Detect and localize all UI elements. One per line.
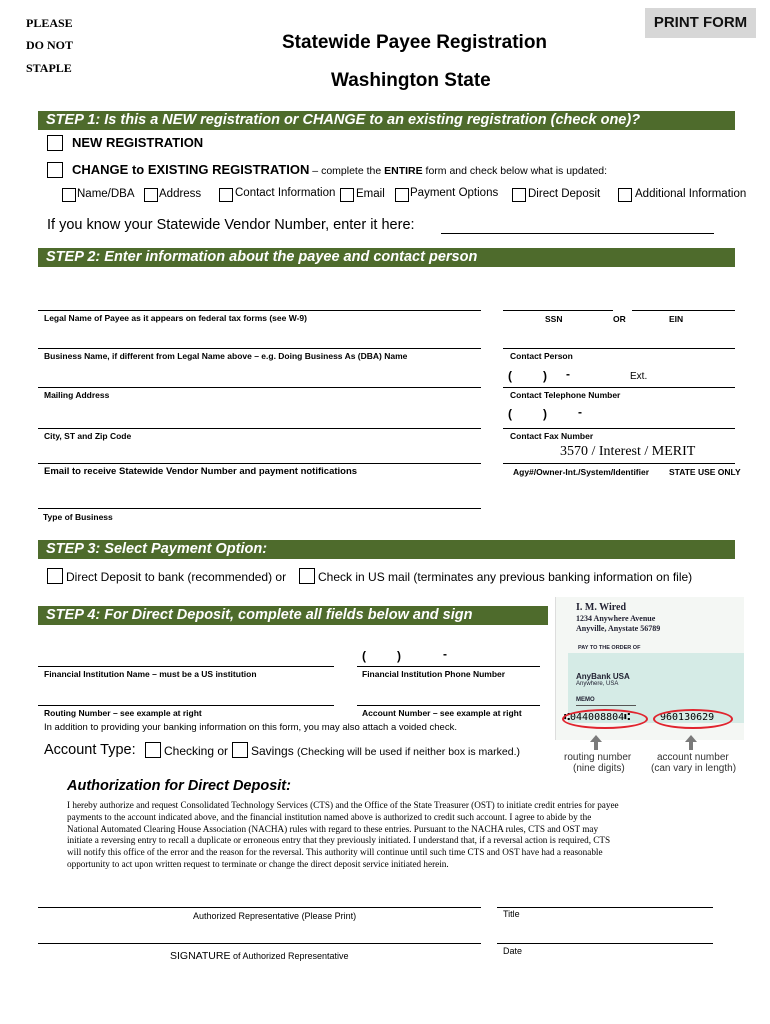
additional-information-checkbox[interactable] bbox=[618, 188, 632, 202]
routing-highlight-oval bbox=[562, 709, 648, 729]
direct-deposit-option-label: Direct Deposit bbox=[528, 188, 601, 200]
name-dba-label: Name/DBA bbox=[77, 188, 135, 200]
title-field[interactable] bbox=[497, 907, 713, 908]
savings-checkbox[interactable] bbox=[232, 742, 248, 758]
fi-phone-label: Financial Institution Phone Number bbox=[362, 669, 506, 679]
savings-label: Savings bbox=[251, 744, 294, 758]
email-checkbox[interactable] bbox=[340, 188, 354, 202]
step2-bar: STEP 2: Enter information about the payee and contact person bbox=[38, 248, 735, 267]
signature-label bbox=[170, 946, 349, 964]
check-routing-digits: ⑆044008804⑆ bbox=[564, 712, 631, 723]
do-not-text: DO NOT bbox=[26, 38, 74, 52]
sample-check-image bbox=[555, 597, 744, 740]
routing-arrow-icon bbox=[590, 735, 602, 742]
staple-text: STAPLE bbox=[26, 61, 72, 75]
fi-phone-field[interactable] bbox=[357, 666, 540, 667]
change-registration-checkbox[interactable] bbox=[47, 162, 63, 178]
vendor-number-field[interactable] bbox=[441, 233, 714, 234]
check-account-digits: 960130629 bbox=[660, 712, 715, 723]
tel-paren-open: ( bbox=[508, 369, 512, 383]
contact-fax-label: Contact Fax Number bbox=[510, 431, 594, 441]
ssn-label: SSN bbox=[545, 314, 563, 324]
savings-text bbox=[251, 744, 520, 758]
rep-print-label: Authorized Representative (Please Print) bbox=[193, 911, 357, 921]
please-text: PLEASE bbox=[26, 16, 73, 30]
fax-dash: - bbox=[578, 405, 582, 419]
contact-telephone-label: Contact Telephone Number bbox=[510, 390, 621, 400]
savings-note: (Checking will be used if neither box is marked.) bbox=[297, 746, 520, 758]
business-name-field[interactable] bbox=[38, 348, 481, 349]
change-label: CHANGE to EXISTING REGISTRATION bbox=[72, 162, 310, 177]
contact-fax-field[interactable] bbox=[503, 428, 735, 429]
authorization-text bbox=[67, 800, 619, 871]
fi-name-field[interactable] bbox=[38, 666, 334, 667]
email-label: Email to receive Statewide Vendor Number and payment notifications bbox=[44, 466, 358, 477]
routing-caption-1: routing number bbox=[564, 752, 632, 763]
check-name: I. M. Wired bbox=[576, 602, 627, 613]
check-mail-checkbox[interactable] bbox=[299, 568, 315, 584]
print-form-button[interactable]: PRINT FORM bbox=[645, 8, 756, 38]
ssn-field[interactable] bbox=[503, 310, 613, 311]
change-note-pre: – complete the bbox=[309, 165, 385, 177]
checking-checkbox[interactable] bbox=[145, 742, 161, 758]
account-number-field[interactable] bbox=[357, 705, 540, 706]
fi-dash: - bbox=[443, 647, 447, 661]
contact-information-label: Contact Information bbox=[235, 187, 336, 199]
new-registration-checkbox[interactable] bbox=[47, 135, 63, 151]
fi-name-label: Financial Institution Name – must be a US institution bbox=[44, 669, 257, 679]
city-state-zip-field[interactable] bbox=[38, 428, 481, 429]
check-street: 1234 Anywhere Avenue bbox=[576, 614, 656, 623]
date-field[interactable] bbox=[497, 943, 713, 944]
type-of-business-label: Type of Business bbox=[43, 512, 113, 522]
legal-name-field[interactable] bbox=[38, 310, 481, 311]
rep-print-field[interactable] bbox=[38, 907, 481, 908]
agency-label: Agy#/Owner-Int./System/Identifier bbox=[513, 467, 650, 477]
check-city: Anyville, Anystate 56789 bbox=[576, 624, 661, 633]
check-bank-city: Anywhere, USA bbox=[576, 681, 619, 687]
vendor-number-prompt: If you know your Statewide Vendor Number, enter it here: bbox=[47, 217, 415, 233]
date-label: Date bbox=[503, 946, 523, 956]
account-arrow-icon bbox=[685, 735, 697, 742]
direct-deposit-option-checkbox[interactable] bbox=[512, 188, 526, 202]
new-registration-label: NEW REGISTRATION bbox=[72, 135, 204, 150]
page-subtitle: Washington State bbox=[331, 70, 491, 91]
address-label: Address bbox=[159, 188, 202, 200]
direct-deposit-label: Direct Deposit to bank (recommended) or bbox=[66, 570, 287, 584]
account-type-label: Account Type: bbox=[44, 742, 136, 758]
authorization-line: payments to the account indicated above, and the financial institution named above is authorized to credit such account. I agree to abide by the bbox=[67, 811, 592, 822]
checking-label: Checking or bbox=[164, 744, 229, 758]
ein-label: EIN bbox=[669, 314, 684, 324]
authorization-line: initiate a reversing entry to recall a duplicate or erroneous entry that they previously initiated. I understand that, if a reversal action is required, CTS bbox=[67, 835, 611, 846]
change-note-post: form and check below what is updated: bbox=[422, 165, 608, 177]
contact-person-field[interactable] bbox=[503, 348, 735, 349]
fi-paren-open: ( bbox=[362, 649, 366, 663]
authorization-line: will notify this office of the error and the reason for the reversal. This authority will continue until such time CTS and OST have had a reasonable bbox=[67, 847, 603, 858]
city-state-zip-label: City, ST and Zip Code bbox=[44, 431, 132, 441]
check-memo: MEMO bbox=[576, 697, 595, 703]
contact-person-label: Contact Person bbox=[510, 351, 573, 361]
authorization-line: opportunity to act upon written request to terminate or change the direct deposit service initiated herein. bbox=[67, 858, 449, 869]
check-pay-to: PAY TO THE ORDER OF bbox=[578, 645, 641, 651]
tel-paren-close: ) bbox=[543, 369, 547, 383]
title-label: Title bbox=[503, 909, 520, 919]
payment-options-label: Payment Options bbox=[410, 187, 499, 199]
ein-field[interactable] bbox=[632, 310, 735, 311]
contact-telephone-field[interactable] bbox=[503, 387, 735, 388]
mailing-address-field[interactable] bbox=[38, 387, 481, 388]
email-label: Email bbox=[356, 188, 385, 200]
type-of-business-field[interactable] bbox=[38, 508, 481, 509]
mailing-address-label: Mailing Address bbox=[44, 390, 110, 400]
routing-arrow-stem bbox=[594, 742, 598, 750]
fax-paren-close: ) bbox=[543, 407, 547, 421]
fi-paren-close: ) bbox=[397, 649, 401, 663]
check-mail-label: Check in US mail (terminates any previous banking information on file) bbox=[318, 570, 693, 584]
authorization-line: I hereby authorize and request Consolidated Technology Services (CTS) and the Office of the State Treasurer (OST) to initiate credit entries for payee bbox=[67, 800, 619, 810]
agency-field bbox=[503, 463, 735, 464]
fax-paren-open: ( bbox=[508, 407, 512, 421]
change-registration-text bbox=[72, 162, 607, 177]
business-name-label: Business Name, if different from Legal Name above – e.g. Doing Business As (DBA) Name bbox=[44, 351, 408, 361]
state-use-value: 3570 / Interest / MERIT bbox=[560, 444, 696, 459]
email-field[interactable] bbox=[38, 463, 481, 464]
legal-name-label: Legal Name of Payee as it appears on federal tax forms (see W-9) bbox=[44, 313, 307, 323]
or-label: OR bbox=[613, 314, 626, 324]
additional-information-label: Additional Information bbox=[635, 188, 747, 200]
account-arrow-stem bbox=[689, 742, 693, 750]
voided-check-note: In addition to providing your banking information on this form, you may also attach a voided check. bbox=[44, 722, 457, 733]
check-memo-line bbox=[576, 705, 636, 706]
account-highlight-oval bbox=[653, 709, 733, 729]
page-title: Statewide Payee Registration bbox=[282, 32, 548, 53]
ext-label: Ext. bbox=[630, 371, 648, 382]
name-dba-checkbox[interactable] bbox=[62, 188, 76, 202]
account-caption-2: (can vary in length) bbox=[651, 763, 737, 774]
address-checkbox[interactable] bbox=[144, 188, 158, 202]
tel-dash: - bbox=[566, 367, 570, 381]
routing-caption-2: (nine digits) bbox=[573, 763, 625, 774]
direct-deposit-checkbox[interactable] bbox=[47, 568, 63, 584]
routing-number-label: Routing Number – see example at right bbox=[44, 708, 202, 718]
payment-options-checkbox[interactable] bbox=[395, 188, 409, 202]
signature-rest: of Authorized Representative bbox=[230, 951, 349, 961]
account-number-label: Account Number – see example at right bbox=[362, 708, 522, 718]
signature-field[interactable] bbox=[38, 943, 481, 944]
check-bank: AnyBank USA bbox=[576, 672, 630, 681]
change-note-entire: ENTIRE bbox=[384, 165, 423, 177]
contact-information-checkbox[interactable] bbox=[219, 188, 233, 202]
signature-word: SIGNATURE bbox=[170, 950, 231, 962]
account-caption-1: account number bbox=[657, 752, 729, 763]
step4-bar: STEP 4: For Direct Deposit, complete all fields below and sign bbox=[38, 606, 548, 625]
step3-bar: STEP 3: Select Payment Option: bbox=[38, 540, 735, 559]
authorization-line: National Automated Clearing House Association (NACHA) rules with regard to these entries. Pursuant to the NACHA rules, CTS and OST may bbox=[67, 823, 599, 834]
step1-bar: STEP 1: Is this a NEW registration or CHANGE to an existing registration (check one)? bbox=[38, 111, 735, 130]
authorization-title: Authorization for Direct Deposit: bbox=[67, 778, 291, 794]
routing-number-field[interactable] bbox=[38, 705, 334, 706]
state-use-only-label: STATE USE ONLY bbox=[669, 467, 741, 477]
